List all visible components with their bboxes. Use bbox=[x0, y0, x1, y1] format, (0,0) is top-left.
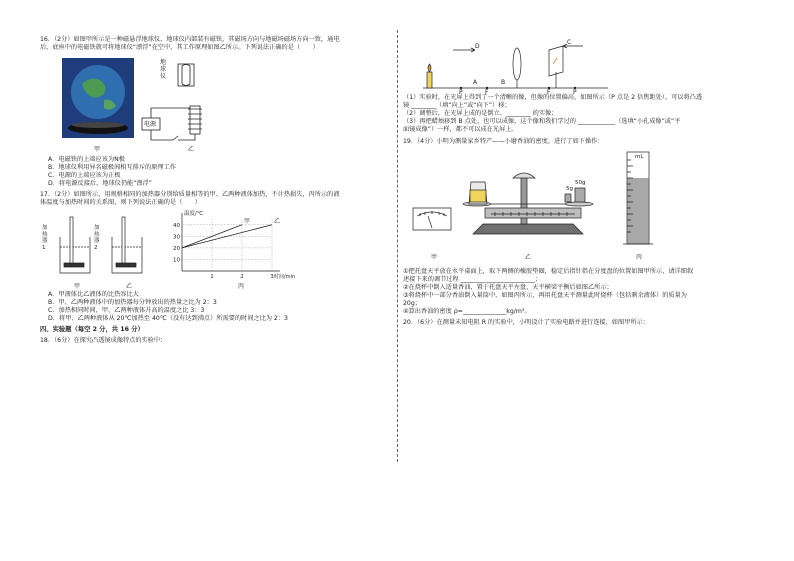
y-tick-label: 40 bbox=[173, 222, 180, 229]
q16-options bbox=[40, 156, 390, 188]
q17-option-b: B．甲、乙两种液体中的加热器每分钟放出的热量之比为 2：3 bbox=[48, 299, 217, 306]
letter-f2: F bbox=[547, 89, 551, 96]
left-column bbox=[40, 36, 390, 345]
letter-b: B bbox=[501, 79, 506, 86]
balance-with-weights bbox=[463, 173, 593, 234]
letter-c: C bbox=[567, 39, 572, 46]
globe-label-1: 地 bbox=[160, 59, 167, 66]
power-label: 电源 bbox=[144, 121, 157, 128]
letter-p1: P bbox=[459, 89, 463, 96]
q16-caption-yi: 乙 bbox=[188, 146, 195, 153]
q19-figure bbox=[403, 146, 758, 268]
series-label-2: 乙 bbox=[274, 217, 281, 225]
y-tick-label: 30 bbox=[173, 234, 180, 241]
x-tick-label: 2 bbox=[240, 274, 244, 280]
optical-bench-diagram bbox=[423, 36, 613, 94]
letter-d: D bbox=[475, 43, 480, 50]
y-tick-label: 10 bbox=[173, 257, 180, 264]
section-experiments-heading: 四、实验题（每空 2 分，共 16 分） bbox=[40, 326, 144, 333]
q17-figure bbox=[40, 209, 390, 291]
balance-dial bbox=[413, 208, 451, 230]
q17-stem-line2: 体温度与加热时间的关系图，则下列说法正确的是（ ） bbox=[40, 199, 201, 206]
q20-stem: 20．（6分）在测量未知电阻 R 的实验中，小明设计了实验电路并进行连接，如图甲所示： bbox=[403, 319, 649, 326]
column-divider bbox=[397, 30, 398, 462]
q16-diagrams bbox=[60, 56, 240, 148]
q18-part1-line2: 镜 ________（填“向上”或“向下”）移； bbox=[403, 102, 511, 109]
q19-step2: ②在烧杯中倒入适量香油，置于托盘天平左盘，天平横梁平衡后如图乙所示； bbox=[403, 284, 613, 291]
cylinder-unit-label: mL bbox=[635, 154, 644, 160]
q19-caption-jia: 甲 bbox=[431, 254, 438, 261]
electromagnet-schematic bbox=[142, 64, 202, 140]
right-column bbox=[403, 36, 758, 327]
q19-diagrams bbox=[403, 146, 703, 258]
q17-option-a: A．甲液体比乙液体的比热容比大 bbox=[48, 291, 139, 298]
q18-optical-bench bbox=[403, 36, 758, 94]
q16-option-a: A．电磁铁的上端应该为N极 bbox=[48, 156, 125, 163]
q16-figure bbox=[40, 56, 390, 156]
q19-step1-line1: ①把托盘天平放在水平桌面上，取下两侧的橡胶垫圈，稳定后指针指在分度盘的位置如图甲所示，请详细叙 bbox=[403, 268, 694, 275]
letter-p2: P bbox=[573, 89, 577, 96]
weight-50g-label: 50g bbox=[575, 180, 586, 186]
q19-caption-bing: 丙 bbox=[636, 254, 643, 261]
x-tick-label: 1 bbox=[210, 274, 214, 280]
q16-option-c: C．电源的上端应该为正极 bbox=[48, 172, 121, 179]
q16-option-d: D．将电源反接后，地球仪仍能“漂浮” bbox=[48, 180, 152, 187]
series-label-1: 甲 bbox=[244, 217, 251, 225]
q17-caption-jia: 甲 bbox=[74, 283, 81, 290]
q18-part3-line1: （3）再把蜡烛移到 B 点处，也可以成像，这个像和我们学过的 ____________（选填“小孔成像”或“平 bbox=[403, 118, 681, 125]
letter-f1: F bbox=[485, 89, 489, 96]
x-tick-label: 3 bbox=[270, 274, 274, 280]
temperature-time-chart bbox=[162, 209, 296, 283]
q17-caption-yi: 乙 bbox=[126, 283, 133, 290]
q19-step1-line2: 述接下来的调节过程 ________________________； bbox=[403, 276, 542, 283]
y-tick-label: 20 bbox=[173, 245, 180, 252]
measuring-cylinder bbox=[623, 152, 653, 244]
y-axis-label: 温度/℃ bbox=[184, 211, 204, 217]
q16-stem-line2: 后，底座中的电磁铁就可将地球仪“漂浮”在空中，其工作原理如图乙所示。下列说法正确的是（ ） bbox=[40, 44, 319, 51]
q16-caption-jia: 甲 bbox=[94, 146, 101, 153]
maglev-globe-photo bbox=[62, 58, 134, 138]
q18-part1-line1: （1）实验时，在光屏上得到了一个清晰的像，但像的位置偏高，如图所示（P 点是 2 倍焦距处）。可以将凸透 bbox=[403, 94, 703, 101]
q17-option-d: D．将甲、乙两种液体从 20℃加热至 40℃（没有达到沸点）所需要的时间之比为 2：3 bbox=[48, 315, 288, 322]
q16-option-b: B．地球仪利用异名磁极间相互排斥的原理工作 bbox=[48, 164, 176, 171]
q17-stem-line1: 17．（2分）如图所示，用规格相同的加热器分别给质量相等的甲、乙两种液体加热，不计热损失，丙所示的液 bbox=[40, 191, 340, 198]
q19-step3-line1: ③将烧杯中一部分香油倒入量筒中，如图丙所示，再用托盘天平测量此时烧杯（包括剩余液体）的质量为 bbox=[403, 292, 687, 299]
globe-label-2: 球 bbox=[160, 66, 167, 73]
q19-step3-line2: 20g； bbox=[403, 300, 421, 307]
q18-stem: 18．（6分）在探究凸透镜成像特点的实验中： bbox=[40, 337, 167, 344]
q18-part2: （2）调整后，在光屏上成的是倒立、________ 的实像； bbox=[403, 110, 558, 117]
q17-caption-bing: 丙 bbox=[238, 283, 245, 290]
q19-step4: ④算出香油的密度 ρ=______________kg/m³。 bbox=[403, 308, 531, 315]
weight-5g-label: 5g bbox=[566, 186, 573, 192]
letter-a: A bbox=[473, 79, 478, 86]
q17-options bbox=[40, 291, 390, 323]
heater1-label: 加热器1 bbox=[42, 225, 48, 251]
q19-stem: 19．（4分）小明为测量家乡特产——小磨香油的密度，进行了如下操作： bbox=[403, 138, 604, 145]
q16-stem-line1: 16．（2分）如图甲所示是一种磁悬浮地球仪，地球仪内部装有磁铁，其磁场方向与地磁场磁场方向一致，通电 bbox=[40, 36, 340, 43]
x-axis-label: 时间/min bbox=[274, 274, 296, 280]
q17-option-c: C．加热相同时间，甲、乙两种液体升高的温度之比 3：3 bbox=[48, 307, 205, 314]
heater2-label: 加热器2 bbox=[94, 225, 100, 251]
q18-part3-line2: 面镜成像”）一样，都不可以成在光屏上。 bbox=[403, 126, 518, 133]
globe-label-3: 仪 bbox=[160, 73, 167, 80]
q19-caption-yi: 乙 bbox=[525, 254, 532, 261]
